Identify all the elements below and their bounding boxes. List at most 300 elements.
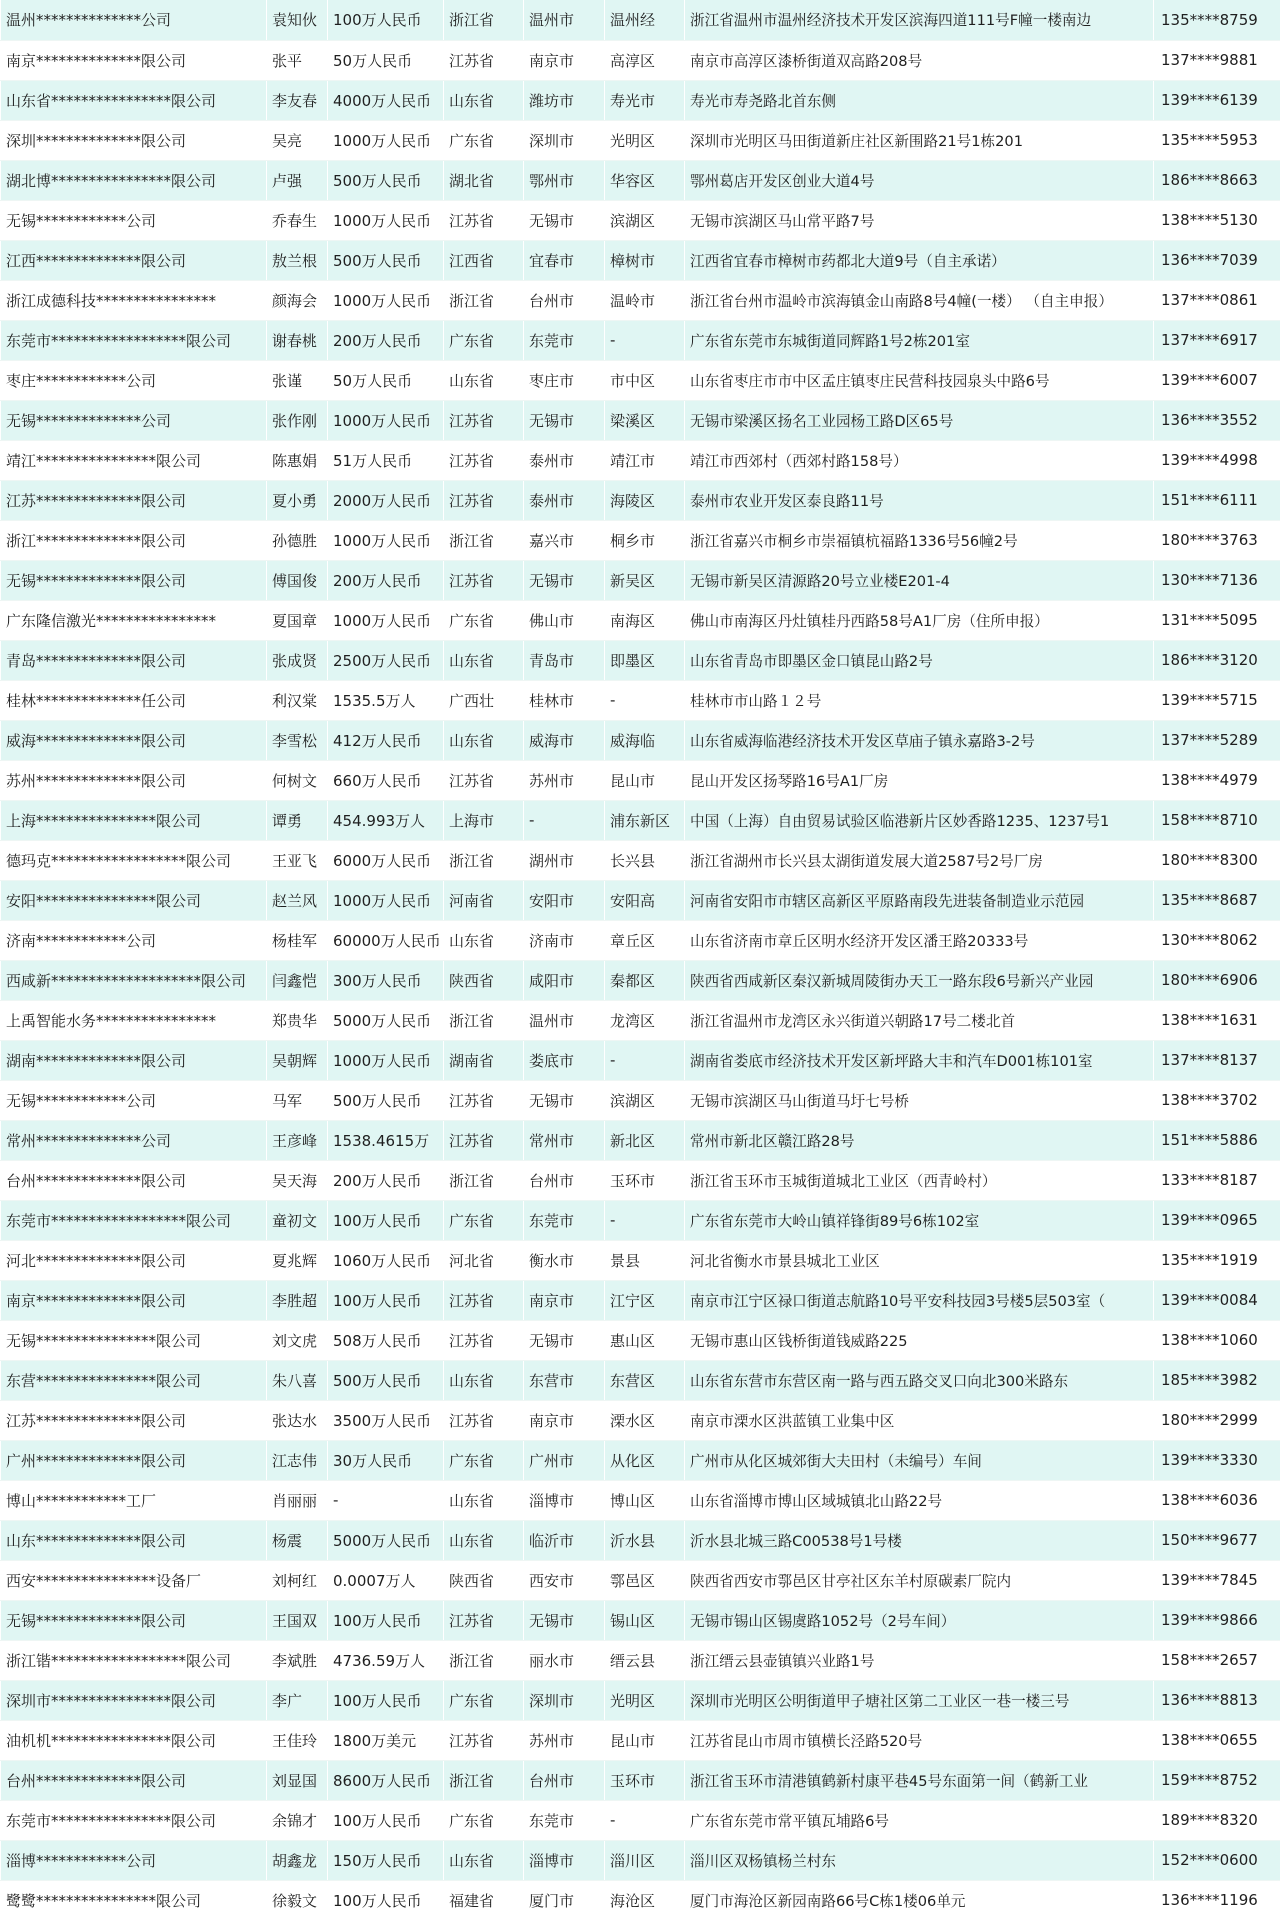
table-row [1,1840,1280,1880]
cell-registered-capital: 508万人民币 [328,1320,444,1360]
cell-company-name: 济南************公司 [1,920,267,960]
cell-company-name: 东营****************限公司 [1,1360,267,1400]
cell-registered-capital: 100万人民币 [328,1800,444,1840]
cell-registered-capital: 500万人民币 [328,160,444,200]
cell-address: 南京市高淳区漆桥街道双高路208号 [685,40,1154,80]
table-row [1,40,1280,80]
cell-district: - [605,680,685,720]
cell-phone: 152****0600 [1154,1840,1280,1880]
cell-address: 无锡市梁溪区扬名工业园杨工路D区65号 [685,400,1154,440]
cell-city: 威海市 [524,720,605,760]
cell-phone: 186****3120 [1154,640,1280,680]
cell-registered-capital: 1000万人民币 [328,400,444,440]
cell-legal-person: 夏小勇 [267,480,328,520]
cell-province: 浙江省 [444,1640,524,1680]
cell-phone: 133****8187 [1154,1160,1280,1200]
cell-address: 鄂州葛店开发区创业大道4号 [685,160,1154,200]
cell-province: 湖南省 [444,1040,524,1080]
table-row [1,1240,1280,1280]
cell-legal-person: 江志伟 [267,1440,328,1480]
cell-legal-person: 张谨 [267,360,328,400]
table-row [1,360,1280,400]
cell-legal-person: 卢强 [267,160,328,200]
cell-address: 无锡市滨湖区马山街道马圩七号桥 [685,1080,1154,1120]
cell-legal-person: 何树文 [267,760,328,800]
cell-province: 浙江省 [444,1160,524,1200]
cell-legal-person: 余锦才 [267,1800,328,1840]
cell-phone: 180****6906 [1154,960,1280,1000]
cell-city: 泰州市 [524,440,605,480]
cell-phone: 185****3982 [1154,1360,1280,1400]
cell-province: 江苏省 [444,200,524,240]
cell-legal-person: 夏兆辉 [267,1240,328,1280]
cell-registered-capital: 100万人民币 [328,1880,444,1920]
cell-phone: 136****1196 [1154,1880,1280,1920]
cell-phone: 138****6036 [1154,1480,1280,1520]
cell-legal-person: 吴亮 [267,120,328,160]
cell-district: 缙云县 [605,1640,685,1680]
cell-registered-capital: 200万人民币 [328,560,444,600]
cell-address: 山东省威海临港经济技术开发区草庙子镇永嘉路3-2号 [685,720,1154,760]
cell-province: 广东省 [444,600,524,640]
cell-province: 福建省 [444,1880,524,1920]
cell-district: 溧水区 [605,1400,685,1440]
cell-city: 南京市 [524,1400,605,1440]
cell-phone: 139****7845 [1154,1560,1280,1600]
cell-province: 山东省 [444,80,524,120]
cell-district: 鄠邑区 [605,1560,685,1600]
cell-district: 从化区 [605,1440,685,1480]
cell-company-name: 枣庄************公司 [1,360,267,400]
cell-legal-person: 马军 [267,1080,328,1120]
cell-legal-person: 利汉棠 [267,680,328,720]
table-row [1,520,1280,560]
table-row [1,760,1280,800]
cell-district: 靖江市 [605,440,685,480]
cell-company-name: 东莞市******************限公司 [1,320,267,360]
cell-phone: 158****8710 [1154,800,1280,840]
table-row [1,1280,1280,1320]
cell-company-name: 威海**************限公司 [1,720,267,760]
cell-phone: 138****4979 [1154,760,1280,800]
cell-city: 广州市 [524,1440,605,1480]
cell-district: 章丘区 [605,920,685,960]
cell-company-name: 湖北博****************限公司 [1,160,267,200]
cell-address: 山东省东营市东营区南一路与西五路交叉口向北300米路东 [685,1360,1154,1400]
cell-phone: 180****8300 [1154,840,1280,880]
cell-registered-capital: 500万人民币 [328,1080,444,1120]
cell-province: 广东省 [444,1800,524,1840]
table-row [1,1880,1280,1920]
table-row [1,1120,1280,1160]
cell-legal-person: 朱八喜 [267,1360,328,1400]
table-row [1,800,1280,840]
cell-registered-capital: 1538.4615万 [328,1120,444,1160]
cell-district: 龙湾区 [605,1000,685,1040]
cell-phone: 189****8320 [1154,1800,1280,1840]
table-row [1,1520,1280,1560]
cell-registered-capital: 1000万人民币 [328,520,444,560]
cell-company-name: 台州**************限公司 [1,1160,267,1200]
cell-city: 无锡市 [524,560,605,600]
cell-company-name: 江苏**************限公司 [1,480,267,520]
cell-city: 温州市 [524,1000,605,1040]
cell-city: 南京市 [524,40,605,80]
cell-province: 浙江省 [444,520,524,560]
table-row [1,920,1280,960]
cell-company-name: 靖江****************限公司 [1,440,267,480]
cell-phone: 131****5095 [1154,600,1280,640]
cell-registered-capital: 500万人民币 [328,1360,444,1400]
cell-company-name: 西咸新********************限公司 [1,960,267,1000]
cell-city: 佛山市 [524,600,605,640]
cell-province: 浙江省 [444,1760,524,1800]
table-row [1,640,1280,680]
cell-address: 江西省宜春市樟树市药都北大道9号（自主承诺） [685,240,1154,280]
cell-registered-capital: 50万人民币 [328,360,444,400]
table-body [1,0,1280,1920]
cell-city: - [524,800,605,840]
table-row [1,160,1280,200]
cell-legal-person: 刘柯红 [267,1560,328,1600]
cell-phone: 139****6007 [1154,360,1280,400]
cell-company-name: 台州**************限公司 [1,1760,267,1800]
cell-city: 西安市 [524,1560,605,1600]
cell-province: 广东省 [444,120,524,160]
cell-district: 市中区 [605,360,685,400]
cell-city: 桂林市 [524,680,605,720]
cell-legal-person: 王佳玲 [267,1720,328,1760]
cell-legal-person: 张达水 [267,1400,328,1440]
cell-province: 广东省 [444,1440,524,1480]
cell-city: 东营市 [524,1360,605,1400]
cell-legal-person: 夏国章 [267,600,328,640]
cell-legal-person: 敖兰根 [267,240,328,280]
table-row [1,880,1280,920]
cell-address: 山东省淄博市博山区域城镇北山路22号 [685,1480,1154,1520]
cell-phone: 137****0861 [1154,280,1280,320]
cell-city: 鄂州市 [524,160,605,200]
cell-company-name: 山东**************限公司 [1,1520,267,1560]
cell-registered-capital: 1000万人民币 [328,600,444,640]
cell-registered-capital: 1000万人民币 [328,280,444,320]
cell-company-name: 无锡************公司 [1,200,267,240]
cell-registered-capital: 0.0007万人 [328,1560,444,1600]
cell-city: 南京市 [524,1280,605,1320]
cell-city: 嘉兴市 [524,520,605,560]
cell-address: 山东省枣庄市市中区孟庄镇枣庄民营科技园泉头中路6号 [685,360,1154,400]
cell-province: 广东省 [444,1680,524,1720]
cell-legal-person: 徐毅文 [267,1880,328,1920]
cell-district: 海陵区 [605,480,685,520]
cell-company-name: 上禹智能水务**************** [1,1000,267,1040]
table-row [1,1640,1280,1680]
cell-registered-capital: 200万人民币 [328,1160,444,1200]
cell-phone: 137****9881 [1154,40,1280,80]
cell-district: - [605,1800,685,1840]
cell-district: 高淳区 [605,40,685,80]
cell-district: 东营区 [605,1360,685,1400]
cell-legal-person: 王彦峰 [267,1120,328,1160]
table-row [1,1360,1280,1400]
cell-company-name: 深圳市****************限公司 [1,1680,267,1720]
cell-registered-capital: 100万人民币 [328,1600,444,1640]
cell-city: 淄博市 [524,1480,605,1520]
cell-district: 海沧区 [605,1880,685,1920]
cell-district: 南海区 [605,600,685,640]
cell-registered-capital: 1535.5万人 [328,680,444,720]
cell-phone: 137****5289 [1154,720,1280,760]
cell-city: 无锡市 [524,1320,605,1360]
cell-province: 广西壮 [444,680,524,720]
cell-registered-capital: 300万人民币 [328,960,444,1000]
cell-registered-capital: 200万人民币 [328,320,444,360]
cell-company-name: 深圳**************限公司 [1,120,267,160]
cell-phone: 138****0655 [1154,1720,1280,1760]
cell-city: 泰州市 [524,480,605,520]
cell-city: 苏州市 [524,1720,605,1760]
cell-legal-person: 闫鑫恺 [267,960,328,1000]
cell-province: 广东省 [444,1200,524,1240]
cell-registered-capital: 1000万人民币 [328,200,444,240]
cell-address: 昆山开发区扬琴路16号A1厂房 [685,760,1154,800]
cell-district: 景县 [605,1240,685,1280]
cell-legal-person: 胡鑫龙 [267,1840,328,1880]
cell-district: 沂水县 [605,1520,685,1560]
cell-company-name: 江西**************限公司 [1,240,267,280]
cell-phone: 186****8663 [1154,160,1280,200]
cell-province: 上海市 [444,800,524,840]
table-row [1,1320,1280,1360]
cell-address: 广东省东莞市大岭山镇祥锋街89号6栋102室 [685,1200,1154,1240]
cell-province: 山东省 [444,1520,524,1560]
cell-city: 深圳市 [524,1680,605,1720]
cell-address: 陕西省西咸新区秦汉新城周陵街办天工一路东段6号新兴产业园 [685,960,1154,1000]
cell-address: 浙江省温州市龙湾区永兴街道兴朝路17号二楼北首 [685,1000,1154,1040]
cell-district: 浦东新区 [605,800,685,840]
cell-province: 江苏省 [444,1400,524,1440]
cell-district: 玉环市 [605,1160,685,1200]
cell-address: 无锡市锡山区锡虞路1052号（2号车间） [685,1600,1154,1640]
cell-district: 光明区 [605,1680,685,1720]
cell-company-name: 浙江**************限公司 [1,520,267,560]
table-row [1,1720,1280,1760]
cell-company-name: 安阳****************限公司 [1,880,267,920]
cell-district: - [605,1200,685,1240]
cell-district: 寿光市 [605,80,685,120]
table-row [1,1400,1280,1440]
cell-district: 即墨区 [605,640,685,680]
cell-province: 浙江省 [444,1000,524,1040]
table-row [1,1040,1280,1080]
cell-address: 广东省东莞市常平镇瓦埔路6号 [685,1800,1154,1840]
cell-phone: 139****4998 [1154,440,1280,480]
cell-phone: 139****5715 [1154,680,1280,720]
cell-registered-capital: 454.993万人 [328,800,444,840]
cell-district: 桐乡市 [605,520,685,560]
cell-district: 滨湖区 [605,200,685,240]
cell-city: 台州市 [524,280,605,320]
cell-registered-capital: 150万人民币 [328,1840,444,1880]
cell-phone: 137****6917 [1154,320,1280,360]
cell-district: 博山区 [605,1480,685,1520]
cell-district: 威海临 [605,720,685,760]
cell-city: 深圳市 [524,120,605,160]
cell-city: 苏州市 [524,760,605,800]
cell-district: 昆山市 [605,760,685,800]
cell-phone: 135****5953 [1154,120,1280,160]
cell-address: 浙江省温州市温州经济技术开发区滨海四道111号F幢一楼南边 [685,0,1154,40]
table-row [1,840,1280,880]
cell-company-name: 常州**************公司 [1,1120,267,1160]
cell-province: 浙江省 [444,0,524,40]
cell-registered-capital: 100万人民币 [328,1680,444,1720]
cell-phone: 136****7039 [1154,240,1280,280]
cell-city: 安阳市 [524,880,605,920]
cell-phone: 139****0965 [1154,1200,1280,1240]
cell-phone: 180****3763 [1154,520,1280,560]
cell-registered-capital: 30万人民币 [328,1440,444,1480]
cell-registered-capital: 1000万人民币 [328,880,444,920]
cell-legal-person: 李友春 [267,80,328,120]
cell-registered-capital: 60000万人民币 [328,920,444,960]
cell-address: 山东省济南市章丘区明水经济开发区潘王路20333号 [685,920,1154,960]
cell-address: 桂林市市山路１２号 [685,680,1154,720]
cell-address: 浙江省湖州市长兴县太湖街道发展大道2587号2号厂房 [685,840,1154,880]
table-row [1,1440,1280,1480]
cell-district: - [605,320,685,360]
cell-company-name: 无锡**************限公司 [1,1600,267,1640]
cell-phone: 139****6139 [1154,80,1280,120]
cell-city: 丽水市 [524,1640,605,1680]
cell-company-name: 山东省****************限公司 [1,80,267,120]
cell-address: 南京市溧水区洪蓝镇工业集中区 [685,1400,1154,1440]
cell-province: 浙江省 [444,280,524,320]
cell-phone: 138****1631 [1154,1000,1280,1040]
cell-registered-capital: 1000万人民币 [328,120,444,160]
cell-province: 河南省 [444,880,524,920]
table-row [1,80,1280,120]
cell-company-name: 西安****************设备厂 [1,1560,267,1600]
cell-district: 长兴县 [605,840,685,880]
cell-district: 安阳高 [605,880,685,920]
cell-address: 靖江市西郊村（西郊村路158号） [685,440,1154,480]
cell-registered-capital: 5000万人民币 [328,1520,444,1560]
cell-company-name: 江苏**************限公司 [1,1400,267,1440]
cell-province: 江苏省 [444,1120,524,1160]
cell-phone: 158****2657 [1154,1640,1280,1680]
cell-city: 青岛市 [524,640,605,680]
table-row [1,1560,1280,1600]
cell-district: 玉环市 [605,1760,685,1800]
table-row [1,440,1280,480]
cell-registered-capital: 1000万人民币 [328,1040,444,1080]
cell-phone: 151****5886 [1154,1120,1280,1160]
cell-district: 梁溪区 [605,400,685,440]
cell-phone: 137****8137 [1154,1040,1280,1080]
table-row [1,1600,1280,1640]
cell-province: 江苏省 [444,760,524,800]
cell-province: 山东省 [444,1840,524,1880]
table-row [1,1000,1280,1040]
cell-legal-person: 颜海会 [267,280,328,320]
cell-legal-person: 傅国俊 [267,560,328,600]
cell-city: 常州市 [524,1120,605,1160]
cell-company-name: 苏州**************限公司 [1,760,267,800]
cell-city: 娄底市 [524,1040,605,1080]
cell-province: 山东省 [444,720,524,760]
cell-phone: 139****3330 [1154,1440,1280,1480]
table-row [1,0,1280,40]
cell-phone: 138****5130 [1154,200,1280,240]
cell-city: 淄博市 [524,1840,605,1880]
cell-city: 咸阳市 [524,960,605,1000]
cell-city: 衡水市 [524,1240,605,1280]
cell-address: 浙江省玉环市玉城街道城北工业区（西青岭村） [685,1160,1154,1200]
cell-city: 东莞市 [524,1800,605,1840]
cell-company-name: 温州**************公司 [1,0,267,40]
cell-district: 滨湖区 [605,1080,685,1120]
cell-province: 江苏省 [444,1600,524,1640]
cell-company-name: 鹭鹭****************限公司 [1,1880,267,1920]
cell-district: 秦都区 [605,960,685,1000]
cell-company-name: 无锡************公司 [1,1080,267,1120]
cell-address: 厦门市海沧区新园南路66号C栋1楼06单元 [685,1880,1154,1920]
cell-phone: 130****7136 [1154,560,1280,600]
cell-phone: 139****9866 [1154,1600,1280,1640]
cell-company-name: 淄博************公司 [1,1840,267,1880]
cell-province: 江苏省 [444,1720,524,1760]
cell-district: 光明区 [605,120,685,160]
cell-legal-person: 赵兰风 [267,880,328,920]
table-row [1,480,1280,520]
cell-legal-person: 杨桂军 [267,920,328,960]
cell-legal-person: 谭勇 [267,800,328,840]
cell-province: 江苏省 [444,480,524,520]
cell-registered-capital: 500万人民币 [328,240,444,280]
cell-district: - [605,1040,685,1080]
cell-legal-person: 刘文虎 [267,1320,328,1360]
cell-city: 无锡市 [524,1600,605,1640]
table-row [1,280,1280,320]
cell-address: 湖南省娄底市经济技术开发区新坪路大丰和汽车D001栋101室 [685,1040,1154,1080]
cell-province: 江西省 [444,240,524,280]
cell-phone: 138****1060 [1154,1320,1280,1360]
cell-registered-capital: 1800万美元 [328,1720,444,1760]
cell-city: 临沂市 [524,1520,605,1560]
cell-phone: 150****9677 [1154,1520,1280,1560]
cell-district: 锡山区 [605,1600,685,1640]
cell-phone: 135****8759 [1154,0,1280,40]
cell-city: 无锡市 [524,400,605,440]
table-row [1,560,1280,600]
cell-legal-person: 乔春生 [267,200,328,240]
cell-phone: 139****0084 [1154,1280,1280,1320]
cell-district: 温岭市 [605,280,685,320]
cell-registered-capital: 1060万人民币 [328,1240,444,1280]
cell-address: 寿光市寿尧路北首东侧 [685,80,1154,120]
cell-province: 山东省 [444,1480,524,1520]
cell-legal-person: 谢春桃 [267,320,328,360]
cell-legal-person: 杨震 [267,1520,328,1560]
cell-city: 台州市 [524,1160,605,1200]
cell-province: 江苏省 [444,400,524,440]
cell-legal-person: 肖丽丽 [267,1480,328,1520]
table-row [1,960,1280,1000]
cell-address: 河北省衡水市景县城北工业区 [685,1240,1154,1280]
table-row [1,320,1280,360]
cell-company-name: 无锡**************公司 [1,400,267,440]
